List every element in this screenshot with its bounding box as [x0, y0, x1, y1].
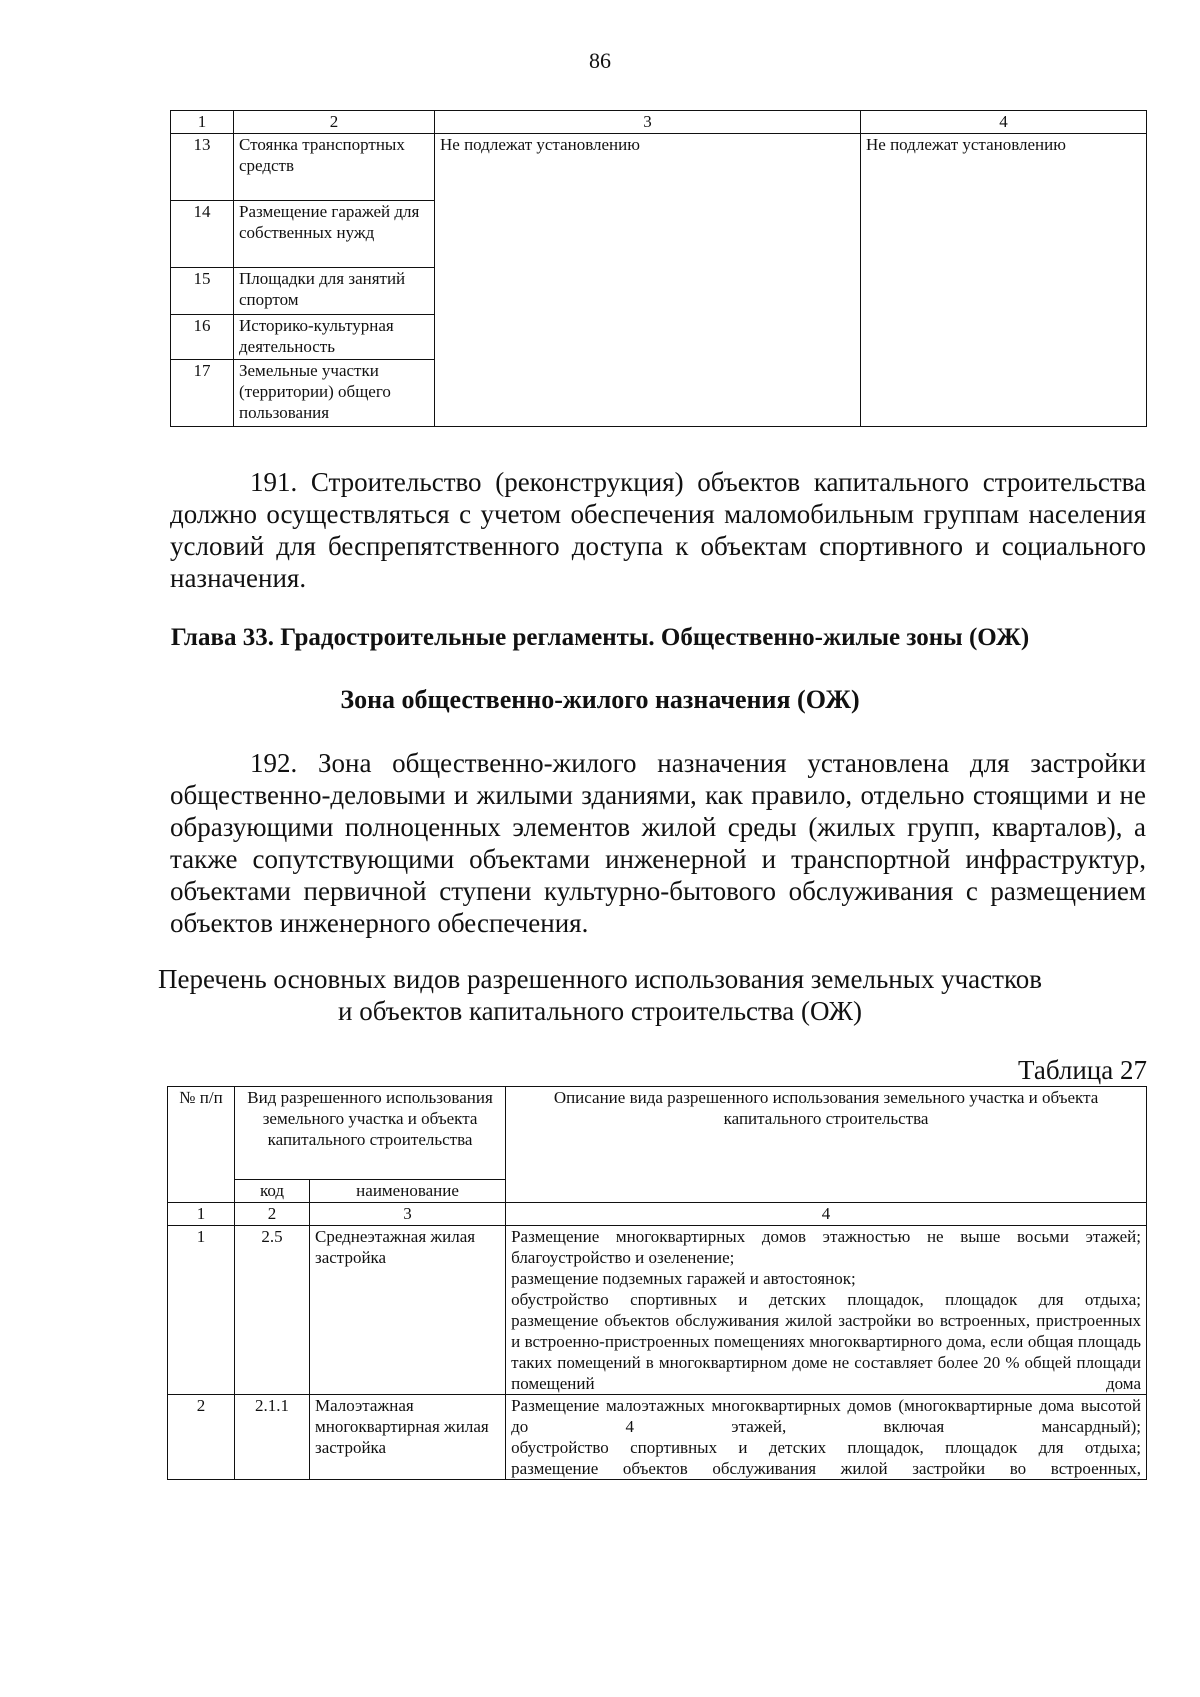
- list-title-line: Перечень основных видов разрешенного использования земельных участков: [158, 964, 1042, 994]
- column-number: 4: [506, 1203, 1147, 1226]
- header-use-type: Вид разрешенного использования земельного участка и объекта капитального строительства: [235, 1087, 506, 1180]
- use-name: Стоянка транспортных средств: [234, 134, 435, 201]
- permitted-use-table-continued: [170, 110, 1147, 427]
- use-code: 2.1.1: [235, 1395, 310, 1480]
- description-line: обустройство спортивных и детских площадок, площадок для отдыха;: [511, 1290, 1141, 1309]
- restrictions-cell: Не подлежат установлению: [861, 134, 1147, 427]
- description-line: размещение подземных гаражей и автостоянок;: [511, 1269, 856, 1288]
- column-number: 1: [168, 1203, 235, 1226]
- column-number: 2: [235, 1203, 310, 1226]
- parameters-cell: Не подлежат установлению: [435, 134, 861, 427]
- description-line: размещение объектов обслуживания жилой застройки во встроенных, пристроенных и встроенно-пристроенных помещениях многоквартирного дома, если общая площадь таких помещений в многоквартирном доме не составляет более 20 % общей площади помещений дома: [511, 1311, 1141, 1393]
- list-title-line: и объектов капитального строительства (ОЖ): [338, 996, 862, 1026]
- header-cell: 4: [861, 111, 1147, 134]
- paragraph-192: 192. Зона общественно-жилого назначения установлена для застройки общественно-деловыми и жилыми зданиями, как правило, отдельно стоящими и не образующими полноценных элементов жилой среды (жилых групп, кварталов), а также сопутствующими объектами инженерной и транспортной инфраструктур, объектами первичной ступени культурно-бытового обслуживания с размещением объектов инженерного обеспечения.: [170, 748, 1146, 938]
- use-name: Историко-культурная деятельность: [234, 315, 435, 360]
- use-code: 2.5: [235, 1226, 310, 1395]
- column-number-row: [168, 1203, 1147, 1226]
- zone-title: Зона общественно-жилого назначения (ОЖ): [340, 685, 860, 714]
- permitted-use-table: [167, 1086, 1147, 1480]
- table-row: [171, 134, 1147, 201]
- row-number: 13: [171, 134, 234, 201]
- table-header-row: [171, 111, 1147, 134]
- row-number: 17: [171, 360, 234, 427]
- header-cell: 3: [435, 111, 861, 134]
- description-line: благоустройство и озеленение;: [511, 1248, 735, 1267]
- use-description: [506, 1226, 1147, 1395]
- description-line: обустройство спортивных и детских площадок, площадок для отдыха;: [511, 1438, 1141, 1457]
- row-number: 15: [171, 268, 234, 315]
- paragraph-191: 191. Строительство (реконструкция) объектов капитального строительства должно осуществляться с учетом обеспечения маломобильным группам населения условий для беспрепятственного доступа к объектам спортивного и социального назначения.: [170, 467, 1146, 593]
- header-name: наименование: [310, 1180, 506, 1203]
- use-name: Размещение гаражей для собственных нужд: [234, 201, 435, 268]
- use-name: Земельные участки (территории) общего пользования: [234, 360, 435, 427]
- row-number: 1: [168, 1226, 235, 1395]
- table-label: Таблица 27: [1018, 1055, 1147, 1085]
- use-name: Площадки для занятий спортом: [234, 268, 435, 315]
- use-name: Малоэтажная многоквартирная жилая застройка: [310, 1395, 506, 1480]
- table-row: [168, 1395, 1147, 1480]
- row-number: 14: [171, 201, 234, 268]
- row-number: 2: [168, 1395, 235, 1480]
- header-description: Описание вида разрешенного использования земельного участка и объекта капитального строительства: [506, 1087, 1147, 1203]
- table-row: [168, 1226, 1147, 1395]
- header-number: № п/п: [168, 1087, 235, 1203]
- column-number: 3: [310, 1203, 506, 1226]
- page-number: 86: [589, 48, 611, 73]
- description-line: Размещение малоэтажных многоквартирных домов (многоквартирные дома высотой до 4 этажей, включая мансардный);: [511, 1396, 1141, 1436]
- header-code: код: [235, 1180, 310, 1203]
- row-number: 16: [171, 315, 234, 360]
- description-line: Размещение многоквартирных домов этажностью не выше восьми этажей;: [511, 1227, 1141, 1246]
- use-name: Среднеэтажная жилая застройка: [310, 1226, 506, 1395]
- header-cell: 1: [171, 111, 234, 134]
- header-cell: 2: [234, 111, 435, 134]
- table-header-row: [168, 1087, 1147, 1180]
- use-description: [506, 1395, 1147, 1480]
- list-title: [0, 963, 1200, 1027]
- chapter-title: Глава 33. Градостроительные регламенты. Общественно-жилые зоны (ОЖ): [170, 624, 1030, 651]
- description-line: размещение объектов обслуживания жилой застройки во встроенных,: [511, 1459, 1141, 1478]
